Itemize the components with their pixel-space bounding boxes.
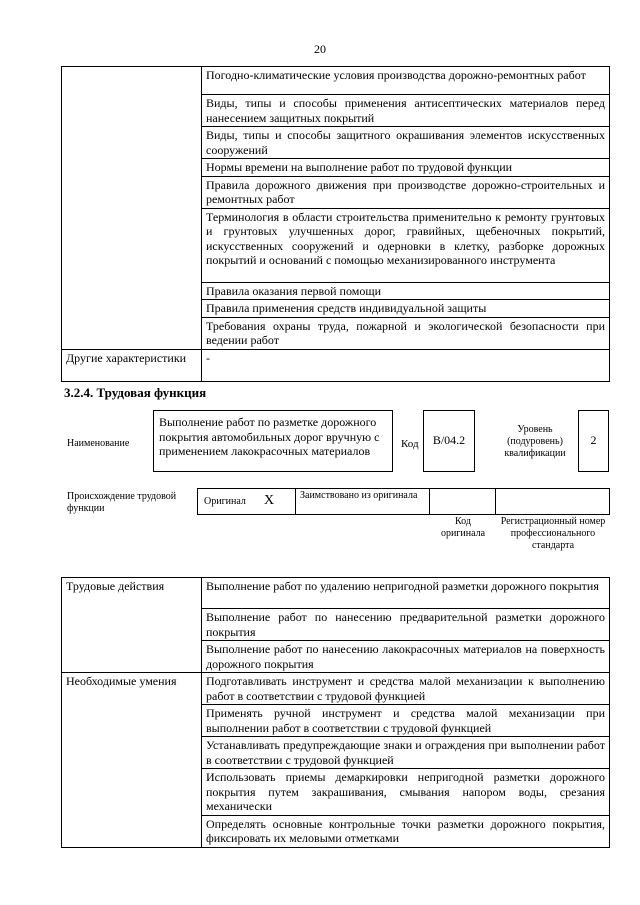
group-label: Трудовые действия	[62, 578, 202, 673]
origin-divider-3	[495, 489, 496, 514]
table-row: Выполнение работ по удалению непригодной разметки дорожного покрытия	[202, 578, 610, 609]
table-row: Нормы времени на выполнение работ по трудовой функции	[202, 159, 610, 177]
table-row: Правила оказания первой помощи	[202, 282, 610, 300]
code-box: B/04.2	[423, 410, 475, 472]
table-row: Требования охраны труда, пожарной и экологической безопасности при ведении работ	[202, 317, 610, 349]
table-row: Виды, типы и способы применения антисептических материалов перед нанесением защитных покрытий	[202, 95, 610, 127]
origin-divider-1	[295, 489, 296, 514]
table-row: Применять ручной инструмент и средства малой механизации при выполнении работ в соответствии с трудовой функцией	[202, 705, 610, 737]
table-row: Виды, типы и способы защитного окрашивания элементов искусственных сооружений	[202, 127, 610, 159]
section-title: 3.2.4. Трудовая функция	[64, 385, 207, 400]
table-row: Выполнение работ по нанесению лакокрасочных материалов на поверхность дорожного покрытия	[202, 641, 610, 673]
code-caption: Код оригинала	[440, 516, 486, 539]
code-label: Код	[401, 438, 419, 450]
table-row: Определять основные контрольные точки разметки дорожного покрытия, фиксировать их меловыми отметками	[202, 815, 610, 847]
name-label: Наименование	[67, 438, 130, 449]
other-characteristics-value: -	[202, 349, 610, 381]
table-row: Использовать приемы демаркировки непригодной разметки дорожного покрытия путем закрашивания, смывания напором воды, срезания механически	[202, 769, 610, 816]
table-row: Устанавливать предупреждающие знаки и ограждения при выполнении работ в соответствии с трудовой функцией	[202, 737, 610, 769]
knowledge-table	[61, 66, 610, 382]
table-row: Погодно-климатические условия производства дорожно-ремонтных работ	[202, 67, 610, 95]
borrowed-label: Заимствовано из оригинала	[300, 490, 418, 501]
function-name-box: Выполнение работ по разметке дорожного покрытия автомобильных дорог вручную с применением лакокрасочных материалов	[153, 410, 393, 472]
table-row: Выполнение работ по нанесению предварительной разметки дорожного покрытия	[202, 609, 610, 641]
table-label-cell	[62, 67, 202, 350]
reg-caption: Регистрационный номер профессионального стандарта	[500, 516, 606, 551]
level-box: 2	[578, 410, 609, 472]
table-row: Подготавливать инструмент и средства малой механизации к выполнению работ в соответствии с трудовой функцией	[202, 673, 610, 705]
group-label: Необходимые умения	[62, 673, 202, 848]
level-label: Уровень (подуровень) квалификации	[504, 424, 566, 459]
original-mark: X	[264, 493, 275, 508]
actions-table	[61, 577, 610, 848]
origin-row	[197, 488, 610, 515]
original-label: Оригинал	[204, 496, 246, 507]
page-number: 20	[314, 42, 326, 56]
table-row: Правила дорожного движения при производстве дорожно-строительных и ремонтных работ	[202, 176, 610, 208]
origin-label: Происхождение трудовой функции	[67, 491, 177, 514]
origin-divider-2	[429, 489, 430, 514]
table-row: Правила применения средств индивидуальной защиты	[202, 300, 610, 318]
other-characteristics-label: Другие характеристики	[62, 349, 202, 381]
table-row: Терминология в области строительства применительно к ремонту грунтовых и грунтовых улучшенных дорог, гравийных, щебеночных покрытий, искусственных сооружений и одерновки в клетку, разборке дорожных покрытий и оснований с помощью механизированного инструмента	[202, 208, 610, 282]
